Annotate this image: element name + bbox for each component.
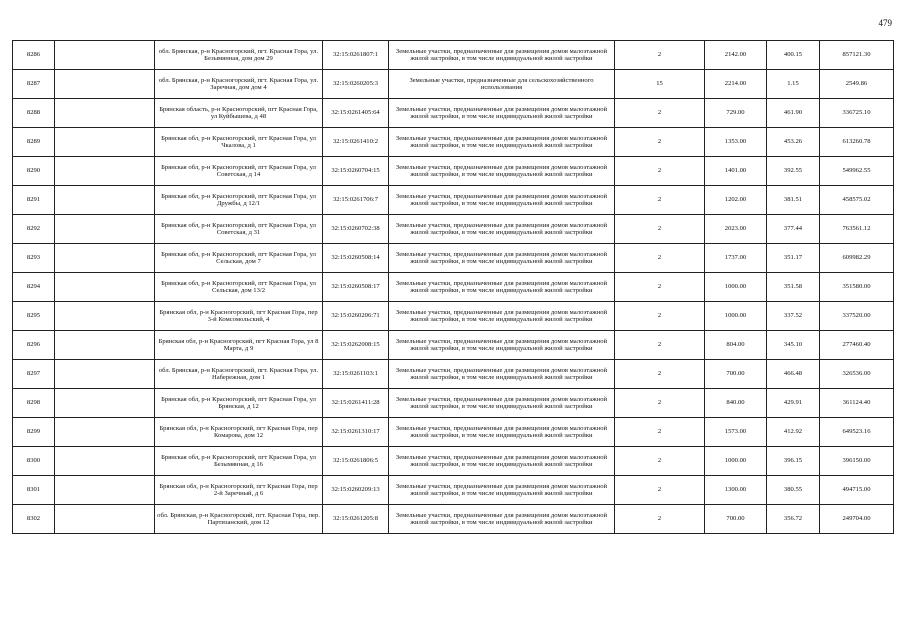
row-id-cell: 8286 (13, 41, 55, 70)
area-cell: 2214.00 (705, 70, 767, 99)
area-cell: 1000.00 (705, 302, 767, 331)
spacer-cell (55, 331, 155, 360)
area-cell: 2142.00 (705, 41, 767, 70)
specific-value-cell: 380.55 (767, 476, 820, 505)
cadastral-value-cell: 763561.12 (820, 215, 894, 244)
table-row (13, 273, 894, 302)
cadastral-value-cell: 351580.00 (820, 273, 894, 302)
cadastral-value-cell: 609982.29 (820, 244, 894, 273)
land-use-cell: Земельные участки, предназначенные для размещения домов малоэтажной жилой застройки, в том числе индивидуальной жилой застройки (389, 418, 615, 447)
spacer-cell (55, 244, 155, 273)
address-cell: Брянская обл, р-н Красногорский, пгт Красная Гора, ул Чкалова, д 1 (155, 128, 323, 157)
row-id-cell: 8302 (13, 505, 55, 534)
table-row (13, 476, 894, 505)
land-use-cell: Земельные участки, предназначенные для размещения домов малоэтажной жилой застройки, в том числе индивидуальной жилой застройки (389, 186, 615, 215)
page-number: 479 (878, 18, 892, 28)
group-cell: 2 (615, 41, 705, 70)
spacer-cell (55, 476, 155, 505)
area-cell: 1353.00 (705, 128, 767, 157)
address-cell: Брянская обл, р-н Красногорский, пгт Красная Гора, пер Комарова, дом 12 (155, 418, 323, 447)
table-row (13, 302, 894, 331)
specific-value-cell: 337.52 (767, 302, 820, 331)
cadastral-number-cell: 32:15:0261410:2 (323, 128, 389, 157)
table-body (13, 41, 894, 534)
specific-value-cell: 461.90 (767, 99, 820, 128)
cadastral-value-cell: 458575.02 (820, 186, 894, 215)
cadastral-value-cell: 326536.00 (820, 360, 894, 389)
table-row (13, 186, 894, 215)
cadastral-value-cell: 613260.78 (820, 128, 894, 157)
address-cell: Брянская область, р-н Красногорский, пгт Красная Гора, ул Куйбышева, д 48 (155, 99, 323, 128)
table-row (13, 331, 894, 360)
spacer-cell (55, 215, 155, 244)
row-id-cell: 8291 (13, 186, 55, 215)
address-cell: Брянская обл, р-н Красногорский, пгт Красная Гора, ул Сельская, дом 13/2 (155, 273, 323, 302)
group-cell: 2 (615, 186, 705, 215)
spacer-cell (55, 302, 155, 331)
specific-value-cell: 392.55 (767, 157, 820, 186)
group-cell: 2 (615, 447, 705, 476)
group-cell: 2 (615, 128, 705, 157)
table-row (13, 244, 894, 273)
cadastral-value-cell: 396150.00 (820, 447, 894, 476)
cadastral-number-cell: 32:15:0260209:13 (323, 476, 389, 505)
row-id-cell: 8296 (13, 331, 55, 360)
spacer-cell (55, 157, 155, 186)
cadastral-number-cell: 32:15:0261807:1 (323, 41, 389, 70)
table-row (13, 157, 894, 186)
spacer-cell (55, 99, 155, 128)
spacer-cell (55, 41, 155, 70)
area-cell: 1000.00 (705, 447, 767, 476)
cadastral-number-cell: 32:15:0261205:8 (323, 505, 389, 534)
spacer-cell (55, 70, 155, 99)
table-row (13, 215, 894, 244)
cadastral-number-cell: 32:15:0260205:3 (323, 70, 389, 99)
land-use-cell: Земельные участки, предназначенные для размещения домов малоэтажной жилой застройки, в том числе индивидуальной жилой застройки (389, 476, 615, 505)
row-id-cell: 8287 (13, 70, 55, 99)
cadastral-value-cell: 361124.40 (820, 389, 894, 418)
table-row (13, 41, 894, 70)
area-cell: 840.00 (705, 389, 767, 418)
area-cell: 804.00 (705, 331, 767, 360)
row-id-cell: 8288 (13, 99, 55, 128)
row-id-cell: 8297 (13, 360, 55, 389)
specific-value-cell: 429.91 (767, 389, 820, 418)
cadastral-value-cell: 857121.30 (820, 41, 894, 70)
specific-value-cell: 412.92 (767, 418, 820, 447)
group-cell: 2 (615, 331, 705, 360)
group-cell: 15 (615, 70, 705, 99)
cadastral-number-cell: 32:15:0260206:71 (323, 302, 389, 331)
land-use-cell: Земельные участки, предназначенные для размещения домов малоэтажной жилой застройки, в том числе индивидуальной жилой застройки (389, 215, 615, 244)
spacer-cell (55, 447, 155, 476)
land-use-cell: Земельные участки, предназначенные для размещения домов малоэтажной жилой застройки, в том числе индивидуальной жилой застройки (389, 128, 615, 157)
group-cell: 2 (615, 418, 705, 447)
cadastral-value-cell: 2549.86 (820, 70, 894, 99)
area-cell: 1202.00 (705, 186, 767, 215)
specific-value-cell: 377.44 (767, 215, 820, 244)
cadastral-number-cell: 32:15:0261806:5 (323, 447, 389, 476)
specific-value-cell: 345.10 (767, 331, 820, 360)
address-cell: обл. Брянская, р-н Красногорский, пгт. Красная Гора, ул. Заречная, дом дом 4 (155, 70, 323, 99)
cadastral-number-cell: 32:15:0260508:17 (323, 273, 389, 302)
spacer-cell (55, 505, 155, 534)
cadastral-number-cell: 32:15:0261405:64 (323, 99, 389, 128)
spacer-cell (55, 186, 155, 215)
group-cell: 2 (615, 476, 705, 505)
land-use-cell: Земельные участки, предназначенные для размещения домов малоэтажной жилой застройки, в том числе индивидуальной жилой застройки (389, 99, 615, 128)
land-use-cell: Земельные участки, предназначенные для сельскохозяйственного использования (389, 70, 615, 99)
cadastral-value-cell: 549962.55 (820, 157, 894, 186)
row-id-cell: 8294 (13, 273, 55, 302)
row-id-cell: 8298 (13, 389, 55, 418)
group-cell: 2 (615, 389, 705, 418)
table-row (13, 70, 894, 99)
specific-value-cell: 396.15 (767, 447, 820, 476)
row-id-cell: 8289 (13, 128, 55, 157)
land-use-cell: Земельные участки, предназначенные для размещения домов малоэтажной жилой застройки, в том числе индивидуальной жилой застройки (389, 389, 615, 418)
spacer-cell (55, 389, 155, 418)
address-cell: обл. Брянская, р-н Красногорский, пгт. Красная Гора, ул. Набережная, дом 1 (155, 360, 323, 389)
group-cell: 2 (615, 273, 705, 302)
spacer-cell (55, 360, 155, 389)
area-cell: 729.00 (705, 99, 767, 128)
cadastral-number-cell: 32:15:0260704:15 (323, 157, 389, 186)
cadastral-number-cell: 32:15:0261706:7 (323, 186, 389, 215)
cadastral-number-cell: 32:15:0260702:38 (323, 215, 389, 244)
cadastral-value-cell: 336725.10 (820, 99, 894, 128)
address-cell: Брянская обл, р-н Красногорский, пгт Красная Гора, ул Дружбы, д 12/1 (155, 186, 323, 215)
table-row (13, 418, 894, 447)
area-cell: 2023.00 (705, 215, 767, 244)
land-use-cell: Земельные участки, предназначенные для размещения домов малоэтажной жилой застройки, в том числе индивидуальной жилой застройки (389, 331, 615, 360)
area-cell: 700.00 (705, 360, 767, 389)
group-cell: 2 (615, 360, 705, 389)
table-row (13, 505, 894, 534)
specific-value-cell: 1.15 (767, 70, 820, 99)
specific-value-cell: 381.51 (767, 186, 820, 215)
cadastral-number-cell: 32:15:0261103:1 (323, 360, 389, 389)
land-use-cell: Земельные участки, предназначенные для размещения домов малоэтажной жилой застройки, в том числе индивидуальной жилой застройки (389, 505, 615, 534)
spacer-cell (55, 273, 155, 302)
area-cell: 1737.00 (705, 244, 767, 273)
table-row (13, 360, 894, 389)
cadastral-value-cell: 277460.40 (820, 331, 894, 360)
cadastral-number-cell: 32:15:0261411:28 (323, 389, 389, 418)
row-id-cell: 8300 (13, 447, 55, 476)
cadastral-valuation-table (12, 40, 894, 534)
row-id-cell: 8301 (13, 476, 55, 505)
land-use-cell: Земельные участки, предназначенные для размещения домов малоэтажной жилой застройки, в том числе индивидуальной жилой застройки (389, 157, 615, 186)
group-cell: 2 (615, 244, 705, 273)
specific-value-cell: 400.15 (767, 41, 820, 70)
address-cell: Брянская обл, р-н Красногорский, пгт Красная Гора, ул Сельская, дом 7 (155, 244, 323, 273)
area-cell: 1573.00 (705, 418, 767, 447)
area-cell: 1401.00 (705, 157, 767, 186)
address-cell: Брянская обл, р-н Красногорский, пгт Красная Гора, ул 8 Марта, д 9 (155, 331, 323, 360)
spacer-cell (55, 128, 155, 157)
cadastral-value-cell: 249704.00 (820, 505, 894, 534)
cadastral-number-cell: 32:15:0262008:15 (323, 331, 389, 360)
area-cell: 1000.00 (705, 273, 767, 302)
group-cell: 2 (615, 157, 705, 186)
land-use-cell: Земельные участки, предназначенные для размещения домов малоэтажной жилой застройки, в том числе индивидуальной жилой застройки (389, 302, 615, 331)
group-cell: 2 (615, 99, 705, 128)
cadastral-value-cell: 337520.00 (820, 302, 894, 331)
address-cell: Брянская обл, р-н Красногорский, пгт Красная Гора, ул Безымянная, д 16 (155, 447, 323, 476)
group-cell: 2 (615, 215, 705, 244)
land-use-cell: Земельные участки, предназначенные для размещения домов малоэтажной жилой застройки, в том числе индивидуальной жилой застройки (389, 41, 615, 70)
table-row (13, 389, 894, 418)
address-cell: Брянская обл, р-н Красногорский, пгт Красная Гора, ул Советская, д 14 (155, 157, 323, 186)
cadastral-value-cell: 649523.16 (820, 418, 894, 447)
address-cell: Брянская обл, р-н Красногорский, пгт Красная Гора, пер 3-й Комсомольский, 4 (155, 302, 323, 331)
area-cell: 1300.00 (705, 476, 767, 505)
specific-value-cell: 356.72 (767, 505, 820, 534)
row-id-cell: 8295 (13, 302, 55, 331)
group-cell: 2 (615, 505, 705, 534)
address-cell: Брянская обл, р-н Красногорский, пгт Красная Гора, ул Брянская, д 12 (155, 389, 323, 418)
address-cell: Брянская обл, р-н Красногорский, пгт Красная Гора, пер 2-й Заречный, д 6 (155, 476, 323, 505)
table-row (13, 128, 894, 157)
cadastral-number-cell: 32:15:0260508:14 (323, 244, 389, 273)
address-cell: обл. Брянская, р-н Красногорский, пгт. Красная Гора, ул. Безымянная, дом дом 29 (155, 41, 323, 70)
land-use-cell: Земельные участки, предназначенные для размещения домов малоэтажной жилой застройки, в том числе индивидуальной жилой застройки (389, 360, 615, 389)
land-use-cell: Земельные участки, предназначенные для размещения домов малоэтажной жилой застройки, в том числе индивидуальной жилой застройки (389, 447, 615, 476)
specific-value-cell: 453.26 (767, 128, 820, 157)
specific-value-cell: 351.58 (767, 273, 820, 302)
address-cell: обл. Брянская, р-н Красногорский, пгт. Красная Гора, пер. Партизанский, дом 12 (155, 505, 323, 534)
specific-value-cell: 351.17 (767, 244, 820, 273)
row-id-cell: 8290 (13, 157, 55, 186)
spacer-cell (55, 418, 155, 447)
cadastral-value-cell: 494715.00 (820, 476, 894, 505)
address-cell: Брянская обл, р-н Красногорский, пгт Красная Гора, ул Советская, д 31 (155, 215, 323, 244)
land-use-cell: Земельные участки, предназначенные для размещения домов малоэтажной жилой застройки, в том числе индивидуальной жилой застройки (389, 273, 615, 302)
row-id-cell: 8299 (13, 418, 55, 447)
row-id-cell: 8292 (13, 215, 55, 244)
cadastral-number-cell: 32:15:0261310:17 (323, 418, 389, 447)
specific-value-cell: 466.48 (767, 360, 820, 389)
row-id-cell: 8293 (13, 244, 55, 273)
table-row (13, 99, 894, 128)
table-row (13, 447, 894, 476)
land-use-cell: Земельные участки, предназначенные для размещения домов малоэтажной жилой застройки, в том числе индивидуальной жилой застройки (389, 244, 615, 273)
group-cell: 2 (615, 302, 705, 331)
area-cell: 700.00 (705, 505, 767, 534)
